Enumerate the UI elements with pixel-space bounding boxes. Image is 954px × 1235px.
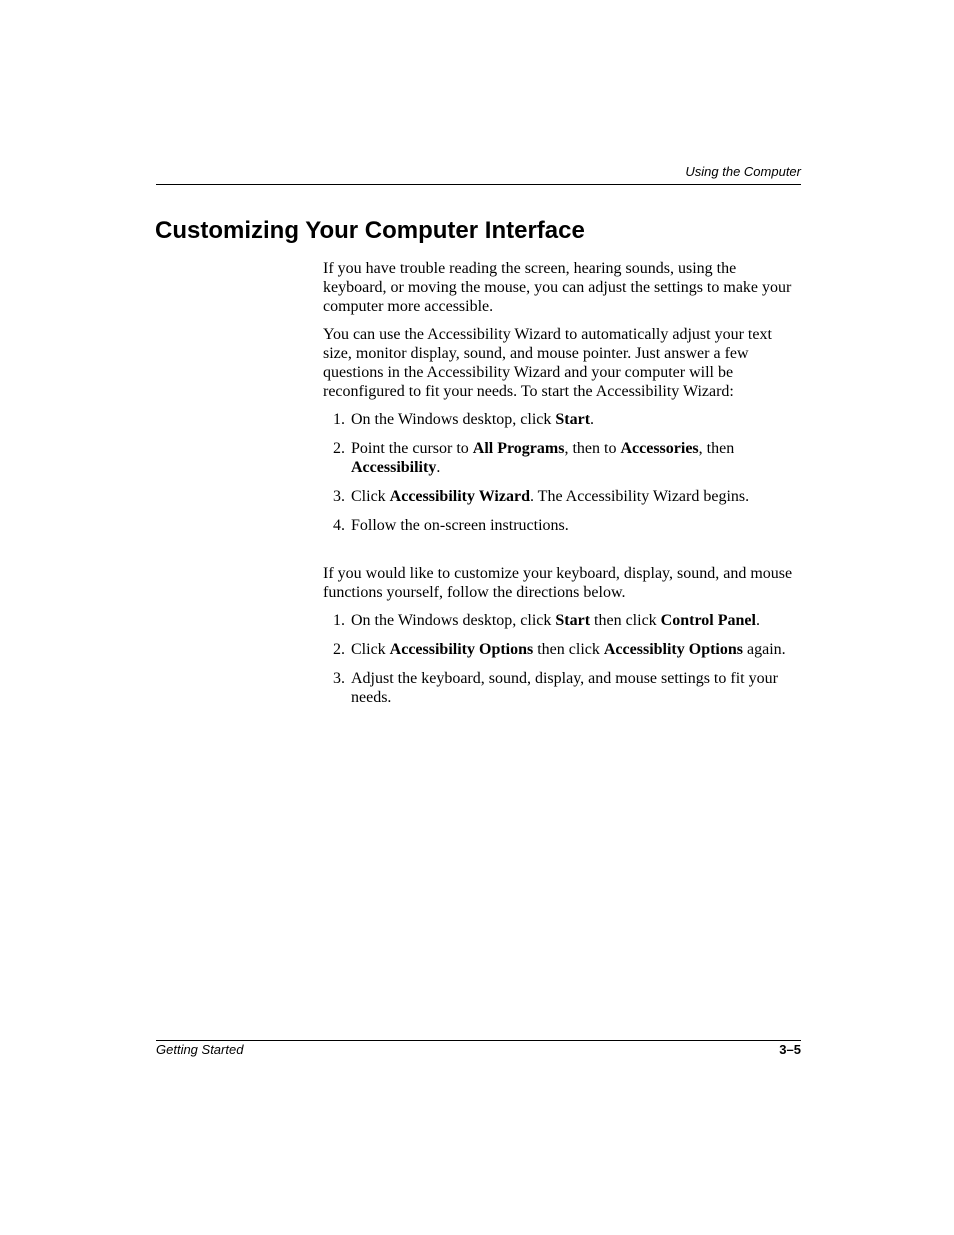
list-number: 2.	[333, 440, 345, 457]
list-item	[323, 410, 798, 429]
steps-list-wizard	[323, 410, 798, 535]
running-header: Using the Computer	[685, 164, 801, 179]
list-text: On the Windows desktop, click Start.	[351, 411, 595, 428]
section-title: Customizing Your Computer Interface	[155, 217, 585, 244]
list-item	[323, 640, 798, 659]
footer	[156, 1042, 801, 1057]
list-number: 4.	[333, 517, 345, 534]
list-item	[323, 611, 798, 630]
list-number: 3.	[333, 488, 345, 505]
list-text: Point the cursor to All Programs, then to Accessories, then Accessibility.	[351, 440, 735, 476]
list-text: Click Accessibility Options then click Accessiblity Options again.	[351, 641, 786, 658]
paragraph: You can use the Accessibility Wizard to automatically adjust your text size, monitor display, sound, and mouse pointer. Just answer a few questions in the Accessibility Wizard and your computer will be reconfigured to fit your needs. To start the Accessibility Wizard:	[323, 326, 772, 400]
list-text: Adjust the keyboard, sound, display, and mouse settings to fit your needs.	[351, 670, 778, 706]
header-rule	[156, 184, 801, 185]
paragraph: If you have trouble reading the screen, hearing sounds, using the keyboard, or moving the mouse, you can adjust the settings to make your computer more accessible.	[323, 260, 792, 315]
list-item	[323, 439, 798, 477]
body-text	[323, 259, 798, 717]
list-text: Click Accessibility Wizard. The Accessibility Wizard begins.	[351, 488, 750, 505]
footer-rule	[156, 1040, 801, 1041]
list-number: 1.	[333, 411, 345, 428]
steps-list-manual	[323, 611, 798, 707]
list-item	[323, 487, 798, 506]
footer-title: Getting Started	[156, 1042, 244, 1057]
list-text: On the Windows desktop, click Start then click Control Panel.	[351, 612, 760, 629]
list-number: 2.	[333, 641, 345, 658]
page-number: 3–5	[779, 1042, 801, 1057]
list-item	[323, 669, 798, 707]
list-text: Follow the on-screen instructions.	[351, 517, 569, 534]
list-number: 3.	[333, 670, 345, 687]
list-number: 1.	[333, 612, 345, 629]
paragraph: If you would like to customize your keyboard, display, sound, and mouse functions yourself, follow the directions below.	[323, 565, 793, 601]
list-item	[323, 516, 798, 535]
